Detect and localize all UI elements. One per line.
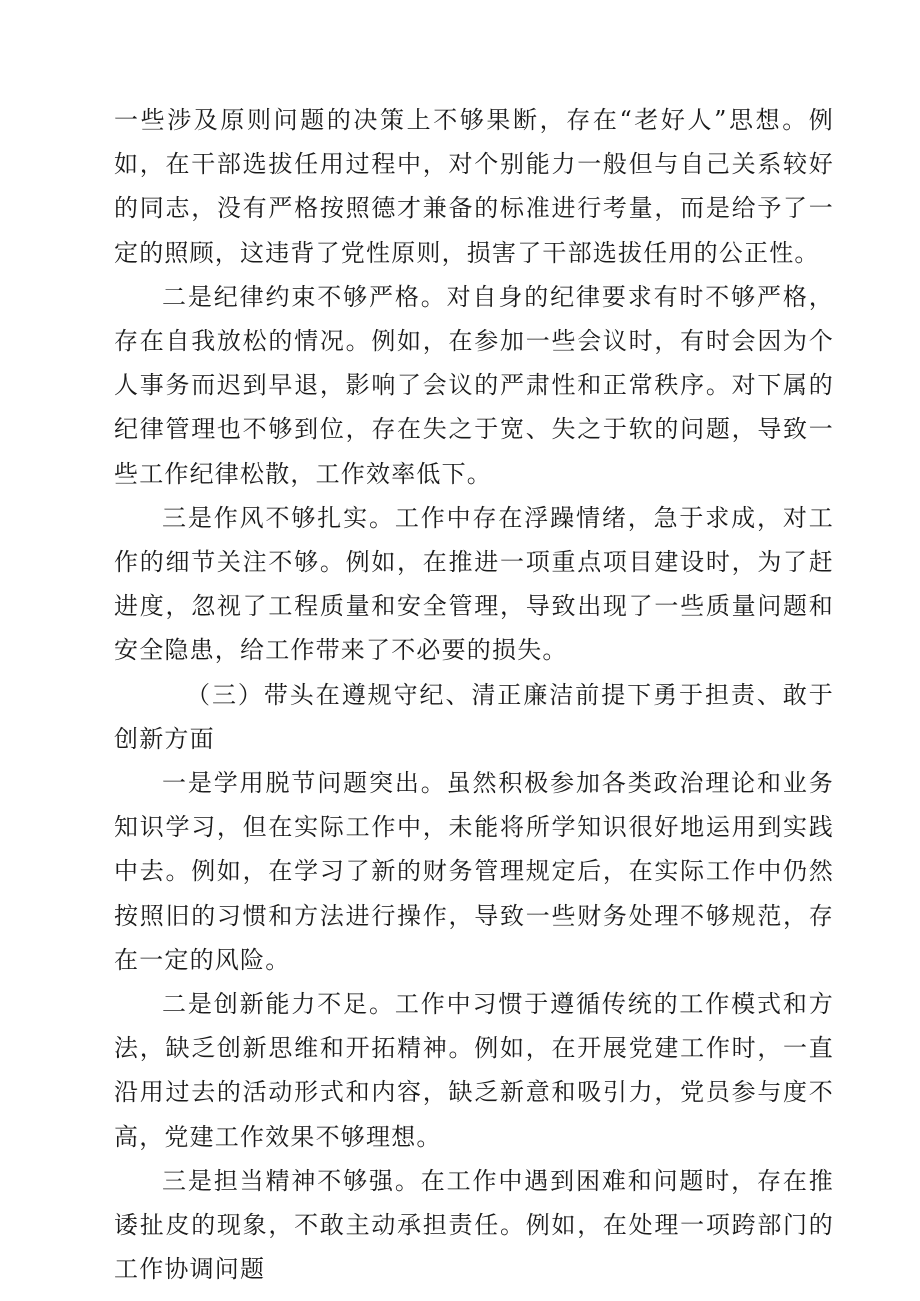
paragraph-continuation: 一些涉及原则问题的决策上不够果断，存在“老好人”思想。例如，在干部选拔任用过程中，对个别能力一般但与自己关系较好的同志，没有严格按照德才兼备的标准进行考量，而是给予了一定的照顾，这违背了党性原则，损害了干部选拔任用的公正性。 [114,106,834,267]
paragraph-learning-practice: 一是学用脱节问题突出。虽然积极参加各类政治理论和业务知识学习，但在实际工作中，未能将所学知识很好地运用到实践中去。例如，在学习了新的财务管理规定后，在实际工作中仍然按照旧的习惯和方法进行操作，导致一些财务处理不够规范，存在一定的风险。 [114,769,834,974]
paragraph-discipline: 二是纪律约束不够严格。对自身的纪律要求有时不够严格，存在自我放松的情况。例如，在参加一些会议时，有时会因为个人事务而迟到早退，影响了会议的严肃性和正常秩序。对下属的纪律管理也不够到位，存在失之于宽、失之于软的问题，导致一些工作纪律松散，工作效率低下。 [114,282,834,488]
paragraph-work-style: 三是作风不够扎实。工作中存在浮躁情绪，急于求成，对工作的细节关注不够。例如，在推进一项重点项目建设时，为了赶进度，忽视了工程质量和安全管理，导致出现了一些质量问题和安全隐患，给工作带来了不必要的损失。 [114,503,834,665]
section-heading-3: （三）带头在遵规守纪、清正廉洁前提下勇于担责、敢于创新方面 [114,680,834,753]
paragraph-innovation: 二是创新能力不足。工作中习惯于遵循传统的工作模式和方法，缺乏创新思维和开拓精神。例如，在开展党建工作时，一直沿用过去的活动形式和内容，缺乏新意和吸引力，党员参与度不高，党建工作效果不够理想。 [114,990,834,1151]
document-body [114,98,834,1291]
paragraph-responsibility: 三是担当精神不够强。在工作中遇到困难和问题时，存在推诿扯皮的现象，不敢主动承担责任。例如，在处理一项跨部门的工作协调问题 [114,1166,834,1284]
